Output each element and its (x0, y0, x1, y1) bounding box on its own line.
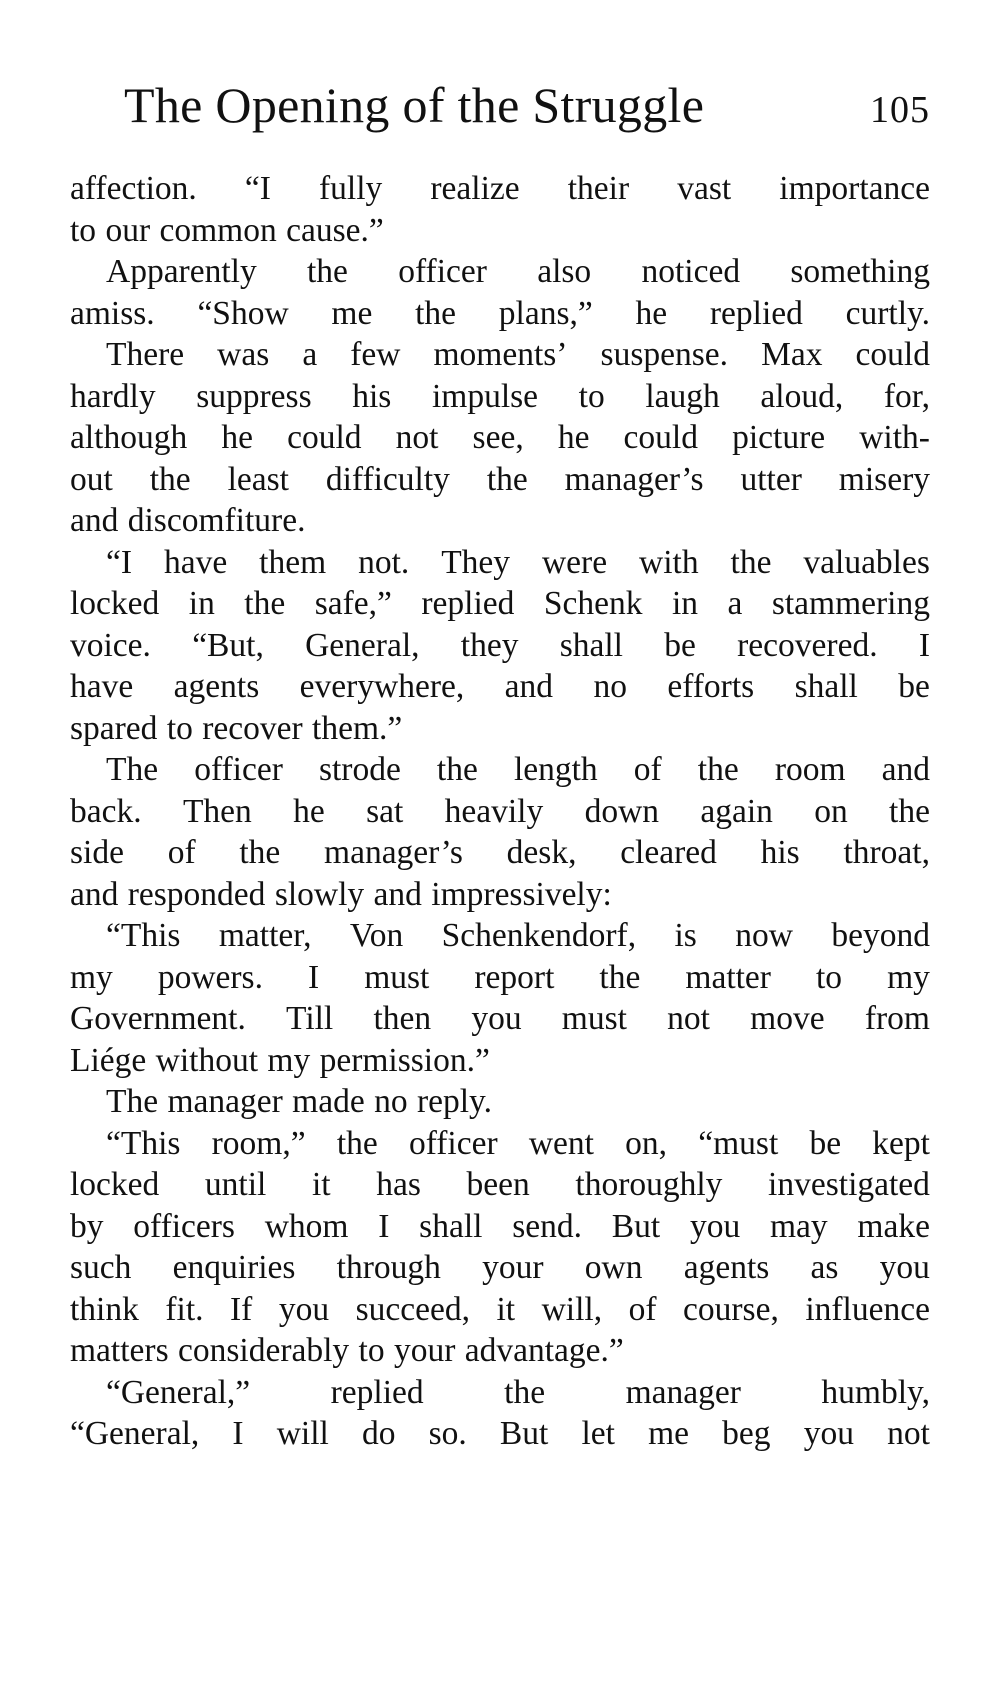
text-line: and discomfiture. (70, 502, 306, 539)
text-line: affection. “I fully realize their vast importance (70, 170, 930, 207)
text-line: Liége without my permission.” (70, 1041, 490, 1079)
text-line: amiss. “Show me the plans,” he replied curtly. (70, 294, 930, 332)
book-page (70, 76, 930, 1455)
text-line: by officers whom I shall send. But you may make (70, 1207, 930, 1245)
body-text (70, 168, 930, 1455)
text-line: my powers. I must report the matter to my (70, 958, 930, 996)
text-line: locked until it has been thoroughly investigated (70, 1166, 930, 1203)
text-line: Government. Till then you must not move from (70, 1000, 930, 1037)
text-line: The manager made no reply. (106, 1083, 493, 1120)
page-number: 105 (870, 89, 930, 131)
text-line: voice. “But, General, they shall be recovered. I (70, 626, 930, 664)
text-line: to our common cause.” (70, 211, 384, 249)
text-line: Apparently the officer also noticed something (106, 253, 930, 290)
text-line: locked in the safe,” replied Schenk in a stammering (70, 585, 930, 622)
text-line: spared to recover them.” (70, 709, 403, 747)
text-line: out the least difficulty the manager’s utter misery (70, 460, 930, 498)
text-line: matters considerably to your advantage.” (70, 1332, 624, 1369)
text-line: “I have them not. They were with the valuables (106, 543, 930, 581)
running-title: The Opening of the Struggle (124, 77, 705, 133)
text-line: have agents everywhere, and no efforts shall be (70, 668, 930, 705)
running-head (124, 76, 930, 168)
text-line: “This matter, Von Schenkendorf, is now beyond (106, 917, 930, 954)
text-line: There was a few moments’ suspense. Max could (106, 336, 930, 373)
text-line: back. Then he sat heavily down again on the (70, 792, 930, 830)
text-line: “This room,” the officer went on, “must be kept (106, 1124, 930, 1162)
text-line: such enquiries through your own agents as you (70, 1249, 930, 1286)
text-line: “General, I will do so. But let me beg you not (70, 1415, 930, 1452)
text-line: The officer strode the length of the room and (106, 751, 930, 788)
text-line: although he could not see, he could picture with- (70, 419, 930, 456)
text-line: hardly suppress his impulse to laugh aloud, for, (70, 377, 930, 415)
text-line: “General,” replied the manager humbly, (106, 1373, 930, 1411)
text-line: side of the manager’s desk, cleared his throat, (70, 834, 930, 871)
text-line: and responded slowly and impressively: (70, 875, 612, 913)
text-line: think fit. If you succeed, it will, of course, influence (70, 1290, 930, 1328)
